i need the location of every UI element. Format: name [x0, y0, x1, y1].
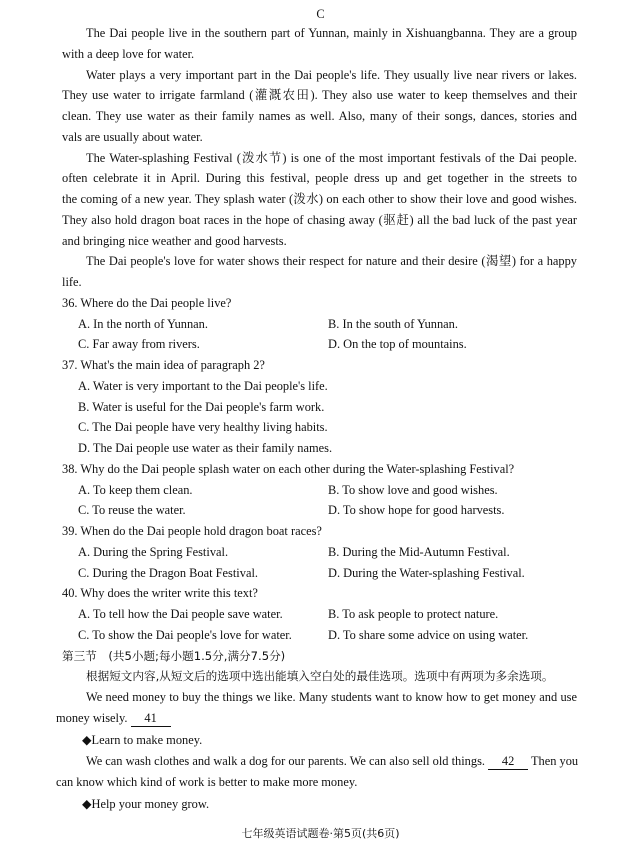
option-39-b[interactable]: B. During the Mid-Autumn Festival. [328, 545, 510, 559]
question-39: 39. When do the Dai people hold dragon boat races? [62, 524, 322, 538]
part3-heading: 第三节 (共5小题;每小题1.5分,满分7.5分) [62, 649, 286, 663]
option-37-a[interactable]: A. Water is very important to the Dai people's life. [78, 379, 328, 393]
option-40-c[interactable]: C. To show the Dai people's love for water. [78, 628, 292, 642]
blank-41[interactable]: 41 [131, 710, 171, 727]
passage-line-8: often celebrate it in April. During this festival, people dress up and get together in the streets to [62, 171, 577, 185]
question-37: 37. What's the main idea of paragraph 2? [62, 358, 265, 372]
part3-line-2-text: money wisely. [56, 711, 128, 725]
part3-line-3-text: We can wash clothes and walk a dog for our parents. We can also sell old things. [86, 754, 485, 768]
option-37-b[interactable]: B. Water is useful for the Dai people's farm work. [78, 400, 325, 414]
option-39-c[interactable]: C. During the Dragon Boat Festival. [78, 566, 258, 580]
bullet-learn-to-make-money: ◆Learn to make money. [82, 733, 203, 747]
section-letter: C [316, 7, 325, 21]
passage-line-11: and bringing nice weather and good harvests. [62, 234, 287, 248]
part3-line-4: can know which kind of work is better to make more money. [56, 775, 358, 789]
question-36: 36. Where do the Dai people live? [62, 296, 232, 310]
passage-line-7: The Water-splashing Festival (泼水节) is one of the most important festivals of the Dai people. [86, 151, 577, 165]
option-38-a[interactable]: A. To keep them clean. [78, 483, 193, 497]
question-38: 38. Why do the Dai people splash water on each other during the Water-splashing Festival? [62, 462, 515, 476]
passage-line-9: the coming of a new year. They splash water (泼水) on each other to show their love and good wishes. [62, 192, 577, 206]
passage-line-12: The Dai people's love for water shows their respect for nature and their desire (渴望) for a happy [86, 254, 577, 268]
part3-line-3-tail: Then you [530, 754, 579, 768]
option-39-a[interactable]: A. During the Spring Festival. [78, 545, 229, 559]
part3-line-2 [56, 710, 171, 727]
page-footer: 七年级英语试题卷·第5页(共6页) [241, 827, 400, 840]
passage-line-10: They also hold dragon boat races in the hope of chasing away (驱赶) all the bad luck of the past year [62, 213, 577, 227]
passage-line-5: clean. They use water as their family names as well. Also, many of their songs, dances, stories and [62, 109, 577, 123]
option-36-a[interactable]: A. In the north of Yunnan. [78, 317, 208, 331]
option-36-d[interactable]: D. On the top of mountains. [328, 337, 467, 351]
option-40-b[interactable]: B. To ask people to protect nature. [328, 607, 499, 621]
question-40: 40. Why does the writer write this text? [62, 586, 258, 600]
blank-42[interactable]: 42 [488, 753, 528, 770]
option-36-c[interactable]: C. Far away from rivers. [78, 337, 200, 351]
option-38-b[interactable]: B. To show love and good wishes. [328, 483, 498, 497]
passage-line-1: The Dai people live in the southern part of Yunnan, mainly in Xishuangbanna. They are a group [86, 26, 577, 40]
option-37-d[interactable]: D. The Dai people use water as their family names. [78, 441, 333, 455]
bullet-help-money-grow: ◆Help your money grow. [82, 797, 210, 811]
option-39-d[interactable]: D. During the Water-splashing Festival. [328, 566, 525, 580]
part3-line-1: We need money to buy the things we like. Many students want to know how to get money and use [86, 690, 577, 704]
part3-line-3 [86, 753, 578, 770]
option-37-c[interactable]: C. The Dai people have very healthy living habits. [78, 420, 328, 434]
passage-line-6: vals are usually about water. [62, 130, 203, 144]
passage-line-3: Water plays a very important part in the Dai people's life. They usually live near rivers or lakes. [86, 68, 577, 82]
passage-line-2: with a deep love for water. [62, 47, 195, 61]
passage-line-4: They use water to irrigate farmland (灌溉农田). They also use water to keep themselves and their [62, 88, 577, 102]
option-36-b[interactable]: B. In the south of Yunnan. [328, 317, 458, 331]
part3-instruction: 根据短文内容,从短文后的选项中选出能填入空白处的最佳选项。选项中有两项为多余选项。 [86, 669, 554, 683]
option-38-d[interactable]: D. To show hope for good harvests. [328, 503, 505, 517]
passage-line-13: life. [62, 275, 82, 289]
option-38-c[interactable]: C. To reuse the water. [78, 503, 186, 517]
option-40-a[interactable]: A. To tell how the Dai people save water. [78, 607, 283, 621]
option-40-d[interactable]: D. To share some advice on using water. [328, 628, 529, 642]
